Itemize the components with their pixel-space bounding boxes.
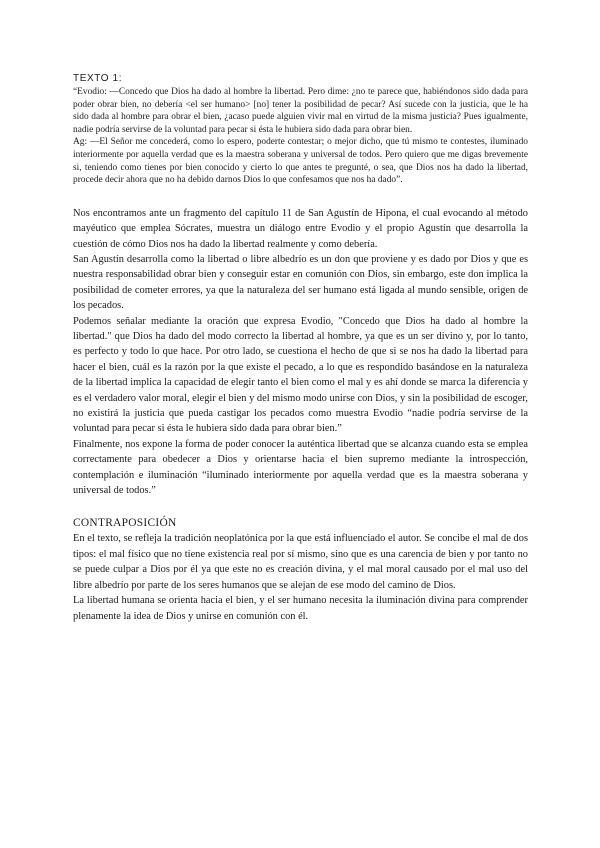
texto-1-block xyxy=(73,72,528,187)
analysis-paragraph-4: Finalmente, nos expone la forma de poder conocer la auténtica libertad que se alcanza cuando esta se emplea correctamente para obedecer a Dios y orientarse hacia el bien supremo mediante la introspección, contemplación e iluminación “iluminado interiormente por aquella verdad que es la maestra soberana y universal de todos.” xyxy=(73,438,528,497)
document-page xyxy=(73,72,528,624)
contraposicion-paragraph-2: La libertad humana se orienta hacia el bien, y el ser humano necesita la iluminación divina para comprender plenamente la idea de Dios y unirse en comunión con él. xyxy=(73,595,528,622)
texto-1-label: TEXTO 1: xyxy=(73,73,123,84)
analysis-section xyxy=(73,206,528,499)
analysis-paragraph-2: San Agustín desarrolla como la libertad o libre albedrío es un don que proviene y es dado por Dios y que es nuestra responsabilidad obrar bien y conseguir estar en comunión con Dios, sin embargo, este don implica la posibilidad de cometer errores, ya que la naturaleza del ser humano está ligada al mundo sensible, origen de los pecados. xyxy=(73,253,528,312)
analysis-paragraph-3: Podemos señalar mediante la oración que expresa Evodio, "Concedo que Dios ha dado al hombre la libertad." que Dios ha dado del modo correcto la libertad al hombre, ya que es un ser divino y, por lo tanto, es perfecto y todo lo que hace. Por otro lado, se cuestiona el hecho de que si se nos ha dado la libertad para hacer el bien, cuál es la razón por la que existe el pecado, a lo que es respondido basándose en la naturaleza de la libertad implica la capacidad de elegir tanto el bien como el mal y es ahí donde se marca la diferencia y es el verdadero valor moral, elegir el bien y del mismo modo unirse con Dios, y sin la posibilidad de escoger, no existirá la justicia que pueda castigar los pecados como muestra Evodio “nadie podría servirse de la voluntad para pecar si ésta le hubiera sido dada para obrar bien.” xyxy=(73,315,528,435)
contraposicion-section xyxy=(73,516,528,623)
analysis-paragraph-1: Nos encontramos ante un fragmento del capítulo 11 de San Agustín de Hipona, el cual evocando al método mayéutico que emplea Sócrates, muestra un diálogo entre Evodio y el propio Agustín que desarrolla la cuestión de cómo Dios nos ha dado la libertad realmente y como debería. xyxy=(73,207,528,250)
evodio-quote: “Evodio: —Concedo que Dios ha dado al hombre la libertad. Pero dime: ¿no te parece que, habiéndonos sido dada para poder obrar bien, no debería <el ser humano> [no] tener la posibilidad de pecar? Así sucede con la justicia, que le ha sido dada al hombre para obrar el bien, ¿acaso puede alguien vivir mal en virtud de la misma justicia? Pues igualmente, nadie podría servirse de la voluntad para pecar si ésta le hubiera sido dada para obrar bien. xyxy=(73,87,528,135)
contraposicion-heading: CONTRAPOSICIÓN xyxy=(73,517,177,530)
agustin-quote: Ag: —El Señor me concederá, como lo espero, poderte contestar; o mejor dicho, que tú mismo te contestes, iluminado interiormente por aquella verdad que es la maestra soberana y universal de todos. Pero quiero que me digas brevemente si, teniendo como tienes por bien conocido y cierto lo que antes te pregunté, o sea, que Dios nos ha dado la libertad, procede decir ahora que no ha debido darnos Dios lo que confesamos que nos ha dado”. xyxy=(73,137,528,186)
contraposicion-paragraph-1: En el texto, se refleja la tradición neoplatónica por la que está influenciado el autor. Se concibe el mal de dos tipos: el mal físico que no tiene existencia real por sí mismo, sino que es una carencia de bien y por tanto no se puede culpar a Dios por él ya que este no es creación divina, y el mal moral causado por el mal uso del libre albedrío por parte de los seres humanos que se alejan de ese modo del camino de Dios. xyxy=(73,533,528,591)
